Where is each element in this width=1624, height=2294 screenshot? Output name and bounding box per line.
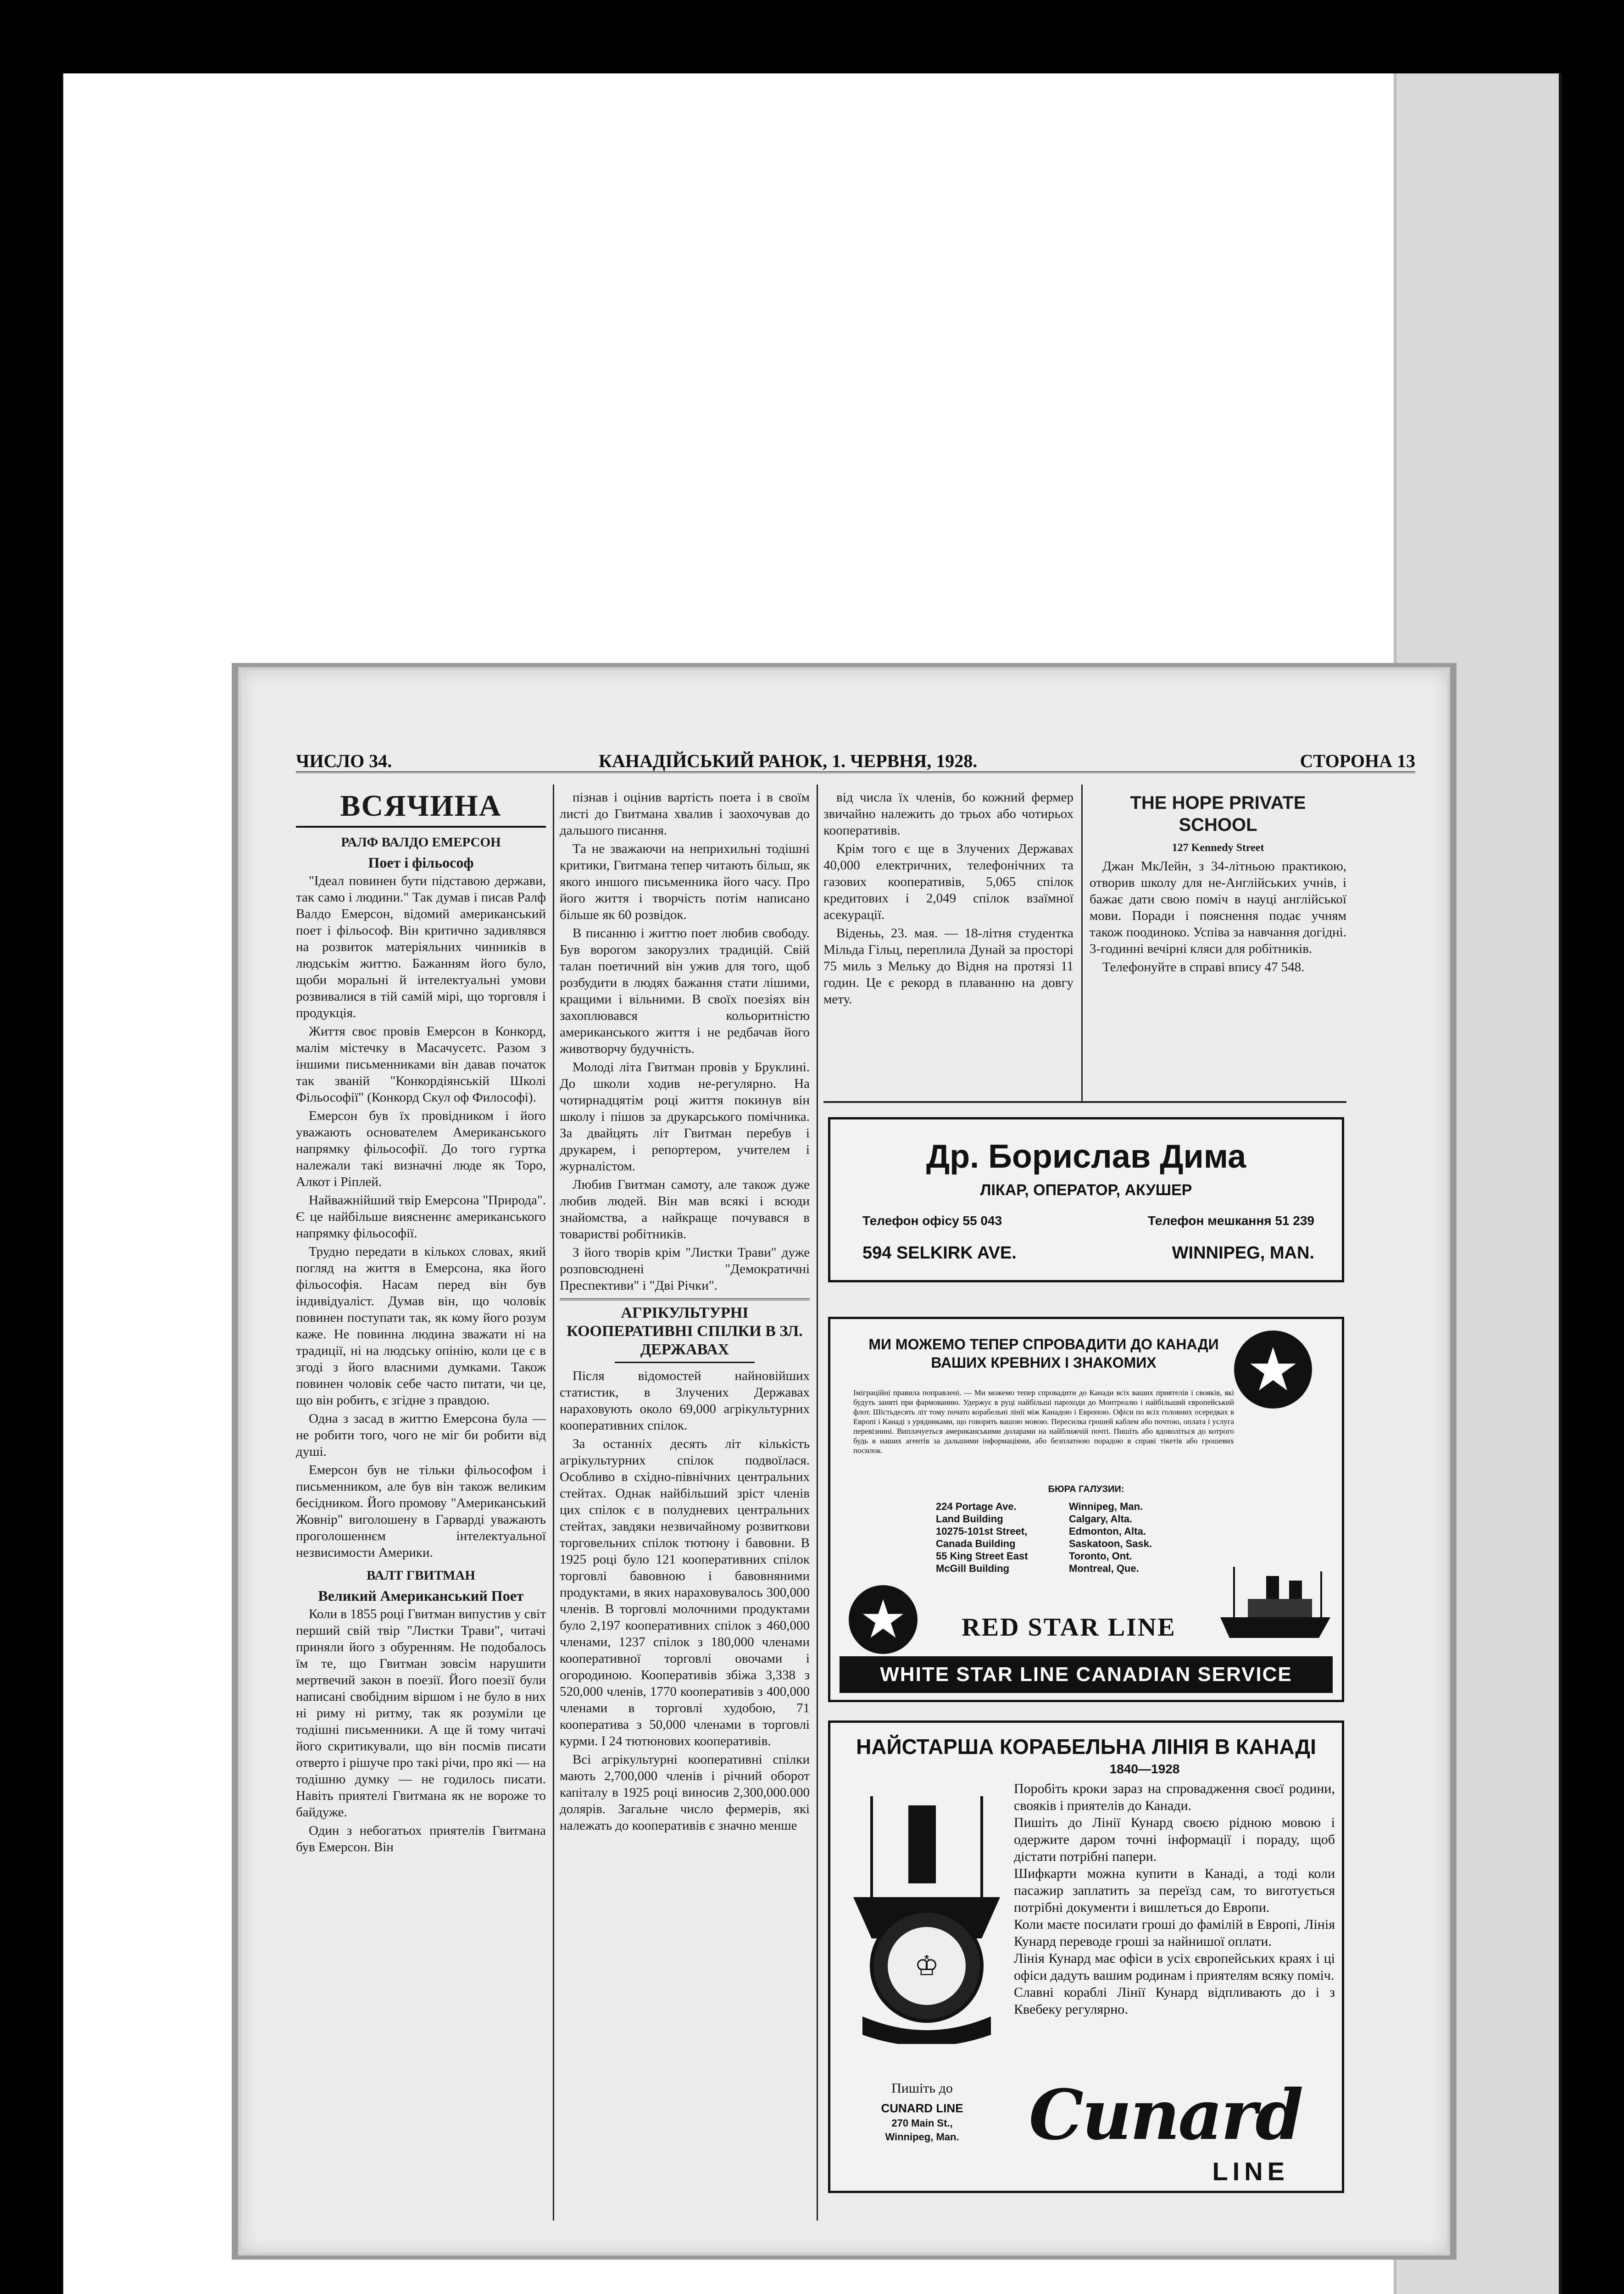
svg-text:♔: ♔	[914, 1950, 939, 1982]
column-2	[560, 789, 810, 2223]
article-subtitle: Поет і фільософ	[368, 854, 474, 871]
paragraph: Найважнійший твір Емерсона "Природа". Є це найбільше виясненнє американського напрямку фільософії.	[296, 1193, 546, 1241]
paragraph: "Ідеал повинен бути підставою держави, так само і людини." Так думав і писав Ралф Валдо Емерсон, відомий американський поет і фільософ. Він критично задивлявся на розвиток матеріяльних чинників в людськім життю. Бажанням його було, щоби моральні й інтелектуальні умови розвивалися в тій самій мірі, що торговля і продукція.	[296, 874, 546, 1020]
star-icon: ★	[1234, 1331, 1312, 1409]
paragraph: Лінія Кунард має офіси в усіх європейських краях і ці офіси дадуть вашим родинам і приятелям всяку поміч.	[1014, 1951, 1335, 1983]
ship-lion-emblem-icon	[844, 1787, 1009, 2044]
issue-number: ЧИСЛО 34.	[296, 751, 392, 771]
paragraph: Любив Гвитман самоту, але також дуже любив людей. Він мав всякі і всюди знайомства, а найкраще почувався в товаристві робітників.	[560, 1177, 810, 1242]
paragraph: Всі агрікультурні кооперативні спілки мають 2,700,000 членів і річний оборот капіталу в 1925 році виносив 2,300,000.000 долярів. Загальне число фермерів, які належать до кооперативів є значно менше	[560, 1752, 810, 1833]
paragraph: Та не зважаючи на неприхильні тодішні критики, Гвитмана тепер читають більш, як якого иншого письменника його часу. Про його життя і творчість потім написано більше як 60 розвідок.	[560, 841, 810, 922]
white-star-banner: WHITE STAR LINE CANADIAN SERVICE	[840, 1656, 1333, 1693]
cunard-logo-sub: LINE	[1212, 2157, 1289, 2186]
paragraph: Трудно передати в кількох словах, який погляд на життя в Емерсона, яка його фільософія. Насам перед він був індивідуаліст. Думав він, що чоловік повинен поступати так, як кому його розум каже. Не повинна людина зважати ні на традиції, ні на людську опінію, коли це є в згоді з його власними думками. Також повинен чоловік себе часто питати, чи це, що він робить, є згідне з правдою.	[296, 1244, 546, 1408]
cunard-street: 270 Main St.,	[891, 2117, 953, 2129]
write-to-label: Пишіть до	[891, 2081, 953, 2096]
branch-line: Land Building	[936, 1513, 1003, 1525]
section-divider	[823, 1101, 1346, 1103]
paragraph: Пишіть до Лінії Кунард своєю рідною мовою і одержите даром точні інформації і пораду, щоб дістати потрібні папери.	[1014, 1815, 1335, 1864]
school-ad-title: THE HOPE PRIVATE SCHOOL	[1130, 793, 1306, 835]
doctor-profession: ЛІКАР, ОПЕРАТОР, АКУШЕР	[980, 1181, 1192, 1199]
ad-body: Іміграційні правила поправлені. — Ми можемо тепер спровадити до Канади всіх ваших приятелів і свояків, які будуть занятi при фармованню. Удержує в руці найбільші пароходи до Монтреалю і найбільший європейський флот. Шістьдесять літ тому почато корабельні лінії між Канадою і Европою. Офіси по всіх головних осередках в Европі і Канаді з урядниками, що говорять вашою мовою. Пересилка грошей каблем або почтою, оплата і услуга перевізнині. Виплачуеться американськими доларами на найближчій почті. Пишіть або вдоволіться до котрого будь в наших агентів за дальшими інформаціями, або безплатною порадою в справі тікетів або грошевих посилок.	[853, 1388, 1234, 1455]
paragraph: Емерсон був не тільки фільософом і письменником, але був він також великим бесідником. Його промову "Американський Жовнір" виголошену в Гарварді уважають проголошеннєм інтелектуальної незвисимости Америки.	[296, 1463, 546, 1560]
paragraph: Шифкарти можна купити в Канаді, а тоді коли пасажир заплатить за переїзд сам, то виготується потрібні документи і вишлеться до Европи.	[1014, 1866, 1335, 1915]
section-title: ВСЯЧИНА	[296, 789, 546, 828]
red-star-logo-icon: ★	[849, 1585, 918, 1654]
paragraph: В писанню і життю поет любив свободу. Був ворогом закорузлих традицій. Свій талан поетичний він ужив для того, щоб розбудити в людях бажання стати лішими, кращими і вільними. В своїх поезіях він захоплювався кольоритністю американського життя і не редбачав його животворчу будучність.	[560, 926, 810, 1056]
paragraph: З його творів крім "Листки Трави" дуже розповсюднені "Демократичні Преспективи" і "Дві Річки".	[560, 1245, 810, 1293]
branches-label: БЮРА ГАЛУЗИИ:	[1048, 1484, 1124, 1494]
branch-line: 55 King Street East	[936, 1550, 1028, 1562]
column-divider	[1081, 785, 1083, 1101]
article-body	[823, 789, 1073, 1008]
newspaper-page	[241, 670, 1447, 2253]
paragraph: Віденьь, 23. мая. — 18-літня студентка Мільда Гільц, переплила Дунай за просторі 75 миль з Мельку до Відня на протязі 11 годин. Це є рекорд в плаванню на довгу мету.	[823, 926, 1073, 1007]
article-title: РАЛФ ВАЛДО ЕМЕРСОН	[341, 835, 501, 850]
paragraph: Славні кораблі Лінії Кунард відпливають до і з Квебеку регулярно.	[1014, 1985, 1335, 2017]
branch-line: 224 Portage Ave.	[936, 1501, 1017, 1512]
page-number: СТОРОНА 13	[1300, 751, 1415, 771]
article-body	[296, 873, 546, 1561]
column-divider	[817, 785, 818, 2221]
branch-line: Calgary, Alta.	[1069, 1513, 1133, 1525]
paragraph: Коли в 1855 році Гвитман випустив у світ перший свій твір "Листки Трави", читачі приняли його з обуренням. Не подобалось їм те, що Гвитман зовсім нарушити мертвечий закон в поезії. Його поезії були написані свобідним віршом і не було в них ні риму ні ритму, так як розуміли це тодішні письменники. А ще й тому читачі його скритикували, що він посмів писати отверто і рішуче про такі річи, про які — на тодішню думку — не годилось писати. Навіть приятелі Гвитмана як не вороже то байдуже.	[296, 1607, 546, 1820]
paragraph: Поробіть кроки зараз на спровадження своєї родини, свояків і приятелів до Канади.	[1014, 1781, 1335, 1813]
office-phone: Телефон офіcу 55 043	[862, 1214, 1002, 1228]
branch-cities	[1069, 1500, 1152, 1575]
branch-line: Edmonton, Alta.	[1069, 1526, 1146, 1537]
branch-line: McGill Building	[936, 1563, 1010, 1574]
branch-line: 10275-101st Street,	[936, 1526, 1028, 1537]
ad-headline: МИ МОЖЕМО ТЕПЕР СПРОВАДИТИ ДО КАНАДИ ВАШИХ КРЕВНИХ І ЗНАКОМИХ	[868, 1336, 1219, 1371]
branch-line: Winnipeg, Man.	[1069, 1501, 1143, 1512]
paragraph: За останніх десять літ кількість агрікультурних спілок подвоїлася. Особливо в східно-північних центральних стейтах. Однак найбільший зріст членів цих спілок є в полудневих центральних стейтах, завдяки незвичайному розвиткови торговельних спілок тютюну і бавовни. В 1925 році було 121 кооперативних спілок торговлі бавовною і бавовняними продуктами, в яких нараховувалось 300,000 членів. В торговлі молочними продуктами було 2,197 кооперативних спілок з 460,000 членами, 1237 спілок з 180,000 членами кооперативної торговлі овочами і огородиною. Кооперативів збіжа 3,338 з 520,000 членів, 1770 кооперативів з 400,000 членами в торговлі худобою, 71 кооператива з 50,000 членами в торговлі курми. І 24 тютюнових кооперативів.	[560, 1437, 810, 1748]
branch-line: Saskatoon, Sask.	[1069, 1538, 1152, 1549]
cunard-logo: Cunard	[1029, 2075, 1302, 2155]
paragraph: Одна з засад в життю Емерсона була — не робити того, чого не міг би робити від душі.	[296, 1411, 546, 1459]
column-4	[1090, 789, 1346, 1101]
branch-addresses	[936, 1500, 1028, 1575]
cunard-line-ad	[828, 1720, 1344, 2193]
column-divider	[553, 785, 554, 2221]
ad-body	[1014, 1780, 1335, 2018]
article-title: АГРІКУЛЬТУРНІ КООПЕРАТИВНІ СПІЛКИ В ЗЛ. ДЕРЖАВАХ	[567, 1304, 803, 1358]
paragraph: Джан МкЛейн, з 34-літньою практикою, отворив школу для не-Англійських учнів, і бажає дати свою поміч в науці англійської мови. Поради і пояснення подає учням також поодиноко. Успіва за навчання догідні. 3-годинні вечірні кляси для робітників.	[1090, 859, 1346, 956]
paragraph: Після відомостей найновійших статистик, в Злучених Державах нараховують около 69,000 агрікультурних кооперативних спілок.	[560, 1369, 810, 1433]
home-phone: Телефон мешкання 51 239	[1148, 1214, 1314, 1228]
article-body	[560, 789, 810, 1294]
page-header	[296, 750, 1415, 773]
column-1	[296, 789, 546, 2223]
doctor-city: WINNIPEG, MAN.	[1172, 1243, 1314, 1263]
branch-line: Canada Building	[936, 1538, 1016, 1549]
paragraph: Життя своє провів Емерсон в Конкорд, малім містечку в Масачусетс. Разом з іншими письменниками він давав початок так званій "Конкордіянській Школі Фільософії" (Конкорд Скул оф Философі).	[296, 1024, 546, 1105]
doctor-address: 594 SELKIRK AVE.	[862, 1243, 1017, 1263]
paragraph: Крім того є ще в Злучених Державах 40,000 електричних, телефонічних та газових кооперативів, 5,065 спілок кредитових і 2,049 спілок взаїмної асекурації.	[823, 841, 1073, 922]
cunard-city: Winnipeg, Man.	[885, 2131, 959, 2143]
ad-headline: НАЙСТАРША КОРАБЕЛЬНА ЛІНІЯ В КАНАДІ	[856, 1735, 1316, 1759]
branch-line: Toronto, Ont.	[1069, 1550, 1132, 1562]
red-star-logo-text: RED STAR LINE	[962, 1613, 1176, 1642]
cunard-company: CUNARD LINE	[881, 2101, 963, 2115]
paragraph: Коли маєте посилати гроші до фамілій в Европі, Лінія Кунард переводе гроші за найнишої оплати.	[1014, 1917, 1335, 1949]
paragraph: Один з небогатьох приятелів Гвитмана був Емерсон. Він	[296, 1823, 546, 1854]
school-ad-body	[1090, 858, 1346, 975]
article-title: ВАЛТ ГВИТМАН	[367, 1568, 475, 1583]
paragraph: Емерсон був їх провідником і його уважають основателем Американського напрямку фільософії. До того гуртка належали такі визначні люде як Торо, Алкот і Ріплей.	[296, 1108, 546, 1189]
branch-line: Montreal, Que.	[1069, 1563, 1139, 1574]
article-body	[560, 1368, 810, 1834]
doctor-name: Др. Борислав Дима	[926, 1138, 1246, 1175]
article-subtitle: Великий Американський Поет	[318, 1587, 524, 1604]
steamship-icon	[1216, 1548, 1335, 1640]
paragraph: від числа їх членів, бо кожний фермер звичайно належить до трьох або чотирьох кооперативів.	[823, 790, 1073, 838]
paragraph: Телефонуйте в справі впису 47 548.	[1102, 960, 1305, 974]
article-body	[296, 1606, 546, 1855]
paragraph: пізнав і оцінив вартість поета і в своїм листі до Гвитмана хвалив і заохочував до дальшого писання.	[560, 790, 810, 838]
school-address: 127 Kennedy Street	[1172, 842, 1264, 854]
red-star-line-ad	[828, 1317, 1344, 1702]
doctor-ad	[828, 1117, 1344, 1282]
masthead-date: КАНАДІЙСЬКИЙ РАНОК, 1. ЧЕРВНЯ, 1928.	[599, 751, 978, 771]
paragraph: Молоді літа Гвитман провів у Бруклині. До школи ходив не-регулярно. На чотирнадцятім році життя покинув він школу і пішов за друкарського помічника. За двайцять літ Гвитман перебув і друкарем, і репортером, учителем і журналістом.	[560, 1060, 810, 1174]
ad-years: 1840—1928	[1109, 1762, 1180, 1776]
column-3	[823, 789, 1073, 1101]
